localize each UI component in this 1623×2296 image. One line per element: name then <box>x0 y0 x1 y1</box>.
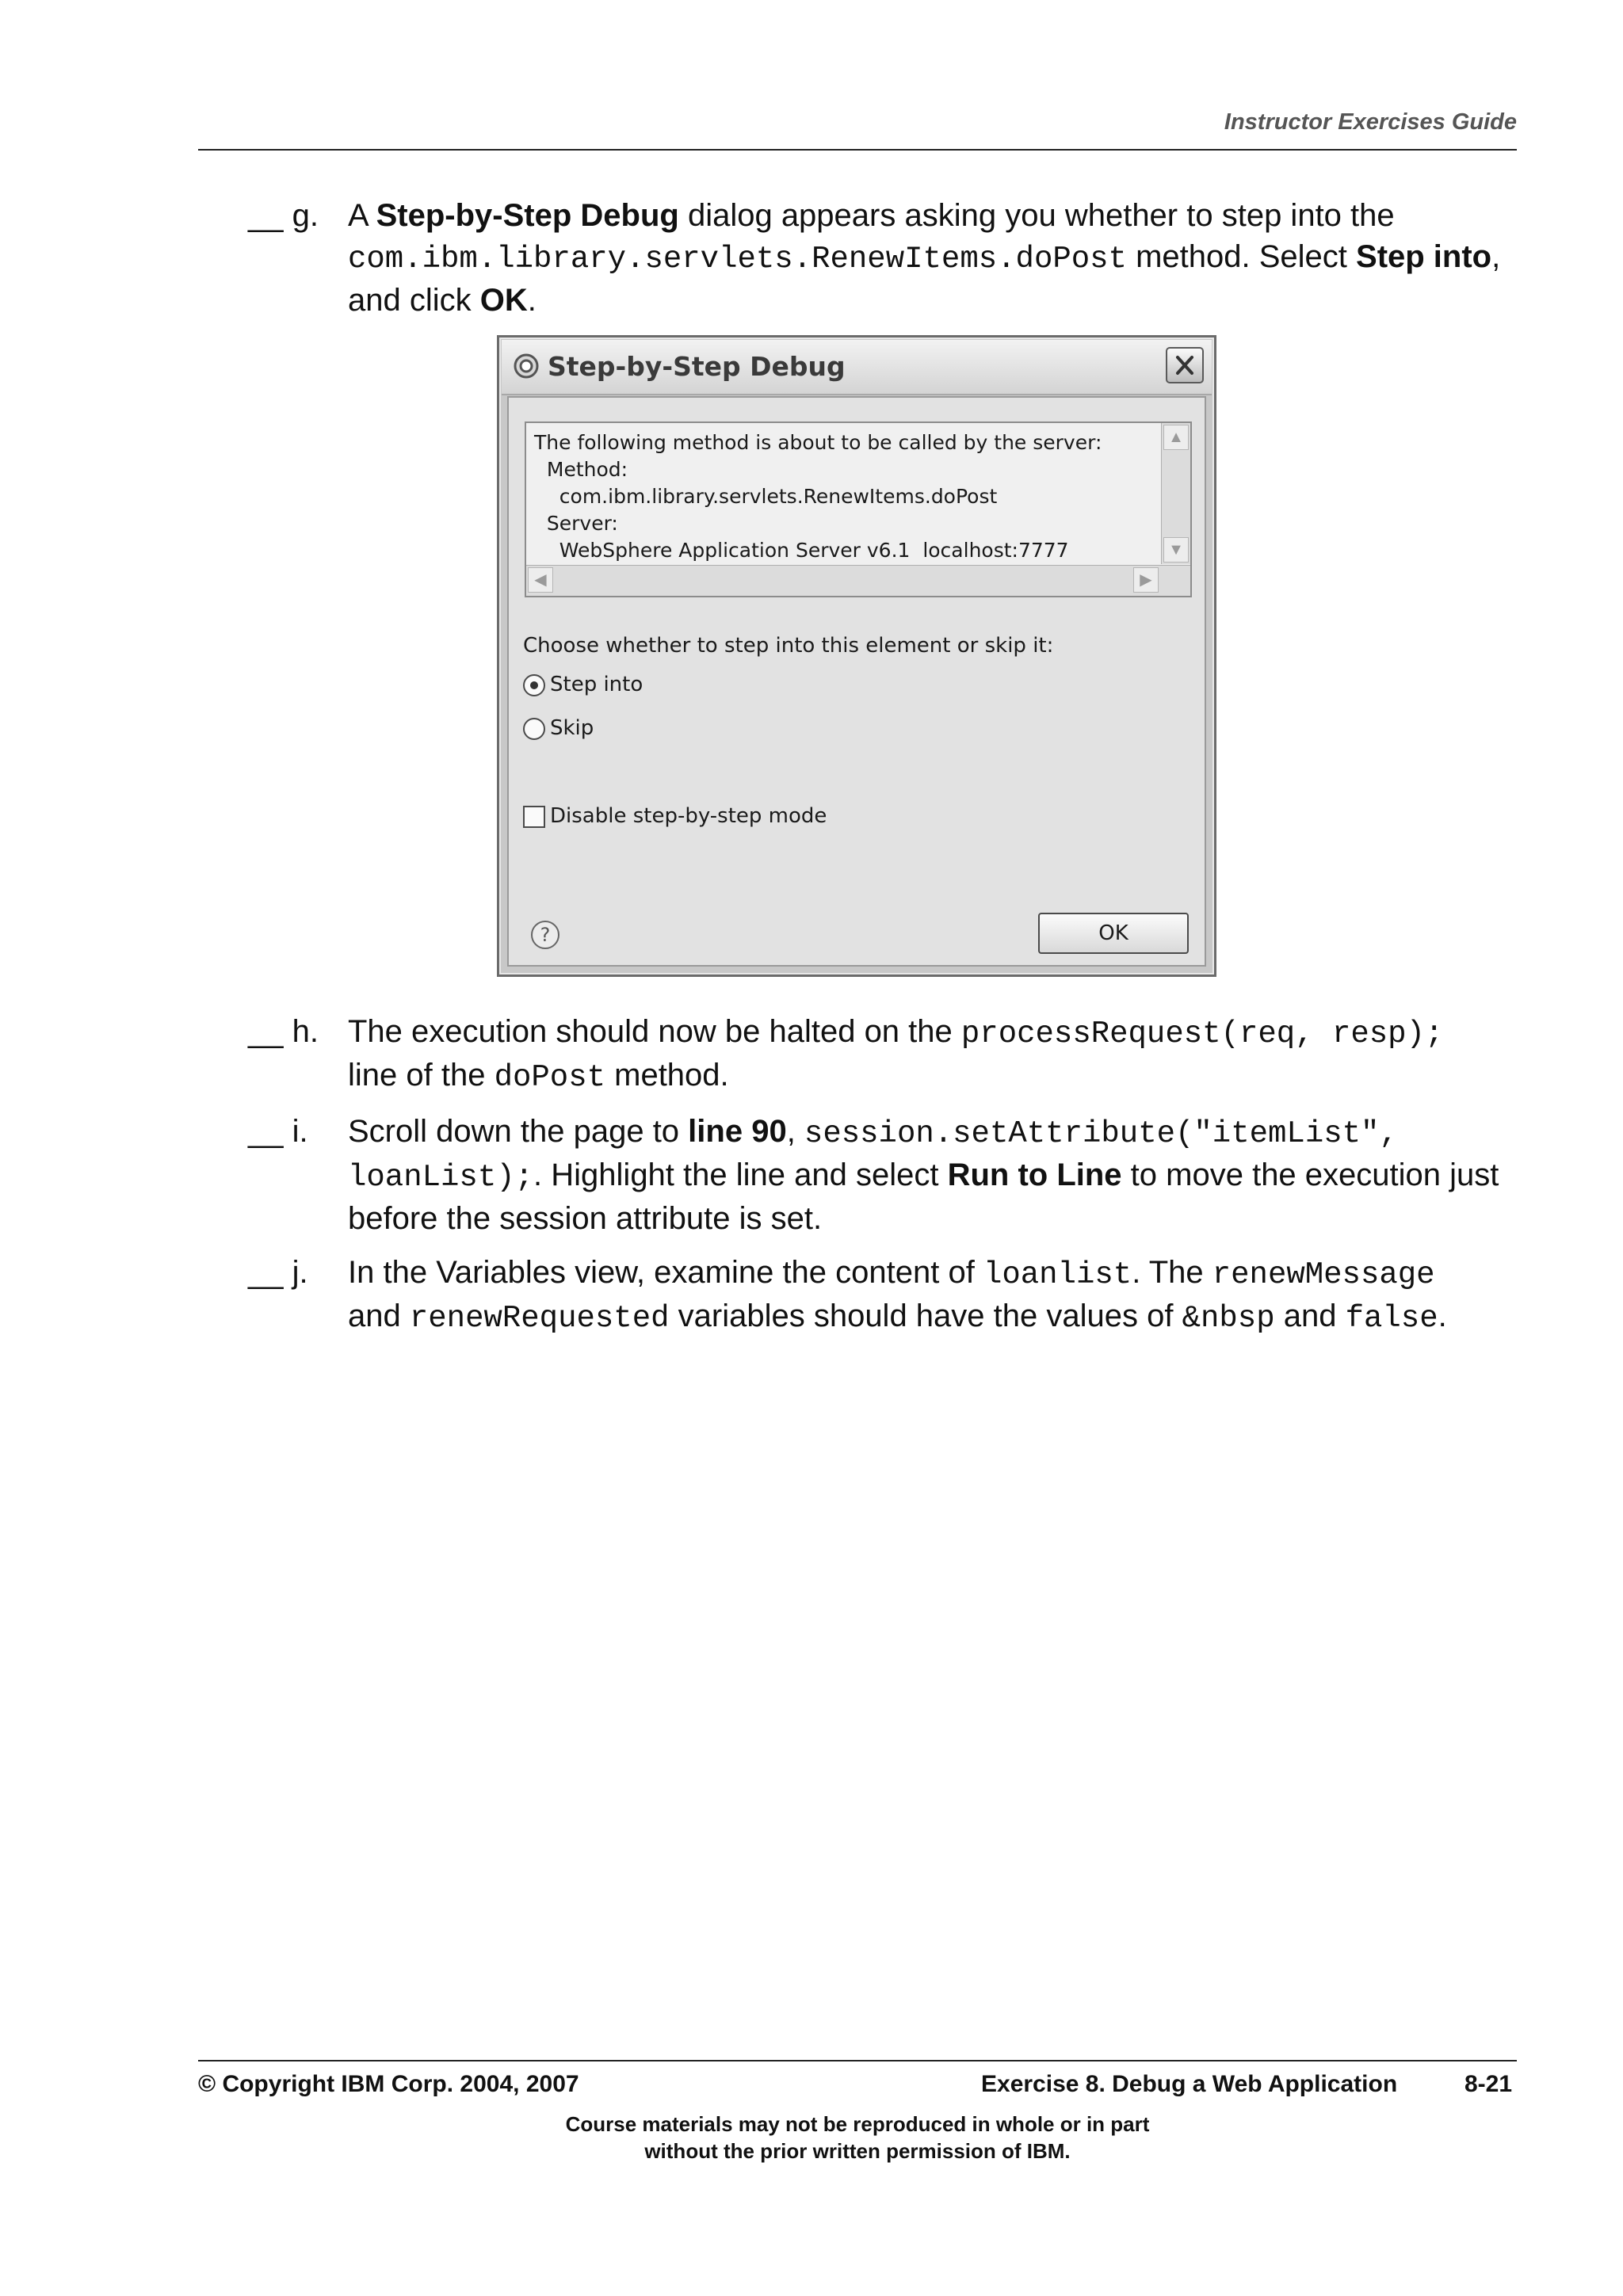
checkbox-label: Disable step-by-step mode <box>550 804 827 828</box>
scroll-right-icon[interactable]: ▶ <box>1133 567 1159 593</box>
radio-selected-icon[interactable] <box>523 674 545 696</box>
scroll-up-icon[interactable]: ▲ <box>1163 425 1189 450</box>
footer-notice-line: Course materials may not be reproduced in whole or in part <box>565 2112 1150 2136</box>
dialog-title: Step-by-Step Debug <box>548 351 846 382</box>
info-line: Method: <box>534 458 628 481</box>
scroll-left-icon[interactable]: ◀ <box>528 567 553 593</box>
method-info-text <box>534 429 1102 564</box>
step-body <box>348 1252 1532 1339</box>
footer-notice-line: without the prior written permission of IBM. <box>644 2139 1071 2163</box>
step-text: to move the execution just before the session attribute is set. <box>348 1158 1499 1236</box>
step-bold: Run to Line <box>947 1158 1122 1192</box>
step-code: renewRequested <box>409 1301 670 1336</box>
radio-label: Step into <box>550 673 643 696</box>
step-text: The execution should now be halted on the <box>348 1014 961 1049</box>
step-bold: OK <box>479 283 528 318</box>
step-code: false <box>1345 1301 1438 1336</box>
radio-label: Skip <box>550 716 594 740</box>
step-i <box>248 1111 1532 1239</box>
page-header-title: Instructor Exercises Guide <box>1224 109 1517 135</box>
step-body <box>348 1111 1532 1239</box>
debug-gear-icon <box>513 353 540 379</box>
header-divider <box>198 149 1517 151</box>
step-bold: Step into <box>1356 239 1492 274</box>
info-line: com.ibm.library.servlets.RenewItems.doPost <box>534 485 998 508</box>
step-code: com.ibm.library.servlets.RenewItems.doPost <box>348 242 1127 277</box>
step-code: renewMessage <box>1212 1257 1435 1292</box>
step-text: . <box>527 283 537 318</box>
step-bold: line 90 <box>688 1114 787 1149</box>
choose-label: Choose whether to step into this element or skip it: <box>523 634 1054 658</box>
step-marker: __ g. <box>248 198 319 233</box>
step-text: A <box>348 198 376 233</box>
disable-step-mode-checkbox[interactable] <box>523 803 827 830</box>
step-code: &nbsp <box>1182 1301 1275 1336</box>
dialog-titlebar <box>502 340 1212 395</box>
scroll-down-icon[interactable]: ▼ <box>1163 537 1189 563</box>
step-text: and <box>348 1299 410 1333</box>
dialog-content <box>507 396 1206 967</box>
footer-exercise-title: Exercise 8. Debug a Web Application <box>981 2071 1398 2097</box>
step-code: loanlist <box>983 1257 1132 1292</box>
checkbox-unchecked-icon[interactable] <box>523 806 545 828</box>
step-text: . <box>1438 1299 1447 1333</box>
step-text: Scroll down the page to <box>348 1114 689 1149</box>
step-text: In the Variables view, examine the content of <box>348 1255 983 1290</box>
step-by-step-debug-dialog <box>497 335 1216 977</box>
footer-divider <box>198 2060 1517 2061</box>
radio-unselected-icon[interactable] <box>523 718 545 740</box>
step-text: line of the <box>348 1058 495 1093</box>
step-text: , <box>786 1114 804 1149</box>
question-mark-icon[interactable]: ? <box>531 921 559 949</box>
step-g <box>248 195 1532 321</box>
step-marker: __ h. <box>248 1014 319 1049</box>
step-text: method. <box>605 1058 729 1093</box>
step-body <box>348 1011 1532 1098</box>
step-marker: __ i. <box>248 1114 308 1149</box>
step-code: session.setAttribute("itemList", <box>804 1116 1398 1151</box>
step-text: . Highlight the line and select <box>533 1158 948 1192</box>
method-info-textarea[interactable] <box>525 421 1192 597</box>
step-into-radio[interactable] <box>523 671 643 698</box>
info-line: Server: <box>534 512 618 535</box>
step-bold: Step-by-Step Debug <box>376 198 679 233</box>
step-h <box>248 1011 1532 1098</box>
step-text: and <box>1274 1299 1346 1333</box>
step-text: variables should have the values of <box>669 1299 1182 1333</box>
skip-radio[interactable] <box>523 715 594 742</box>
step-text: . The <box>1132 1255 1212 1290</box>
footer-notice <box>198 2111 1517 2164</box>
info-line: The following method is about to be called by the server: <box>534 431 1102 454</box>
horizontal-scrollbar[interactable] <box>526 565 1190 596</box>
step-j <box>248 1252 1532 1339</box>
step-code: loanList); <box>348 1160 534 1195</box>
step-body <box>348 195 1532 321</box>
close-icon <box>1167 349 1202 382</box>
step-text: dialog appears asking you whether to step into the <box>678 198 1395 233</box>
footer-copyright: © Copyright IBM Corp. 2004, 2007 <box>198 2071 579 2097</box>
close-button[interactable] <box>1166 347 1204 383</box>
info-line: WebSphere Application Server v6.1 localhost:7777 <box>534 539 1069 562</box>
step-marker: __ j. <box>248 1255 308 1290</box>
ok-button[interactable]: OK <box>1038 913 1189 954</box>
vertical-scrollbar[interactable] <box>1161 423 1190 564</box>
step-text: method. Select <box>1126 239 1357 274</box>
footer-page-number: 8-21 <box>1465 2071 1513 2097</box>
step-code: processRequest(req, resp); <box>960 1016 1444 1051</box>
step-text: , and click <box>348 239 1501 318</box>
step-code: doPost <box>494 1060 606 1095</box>
